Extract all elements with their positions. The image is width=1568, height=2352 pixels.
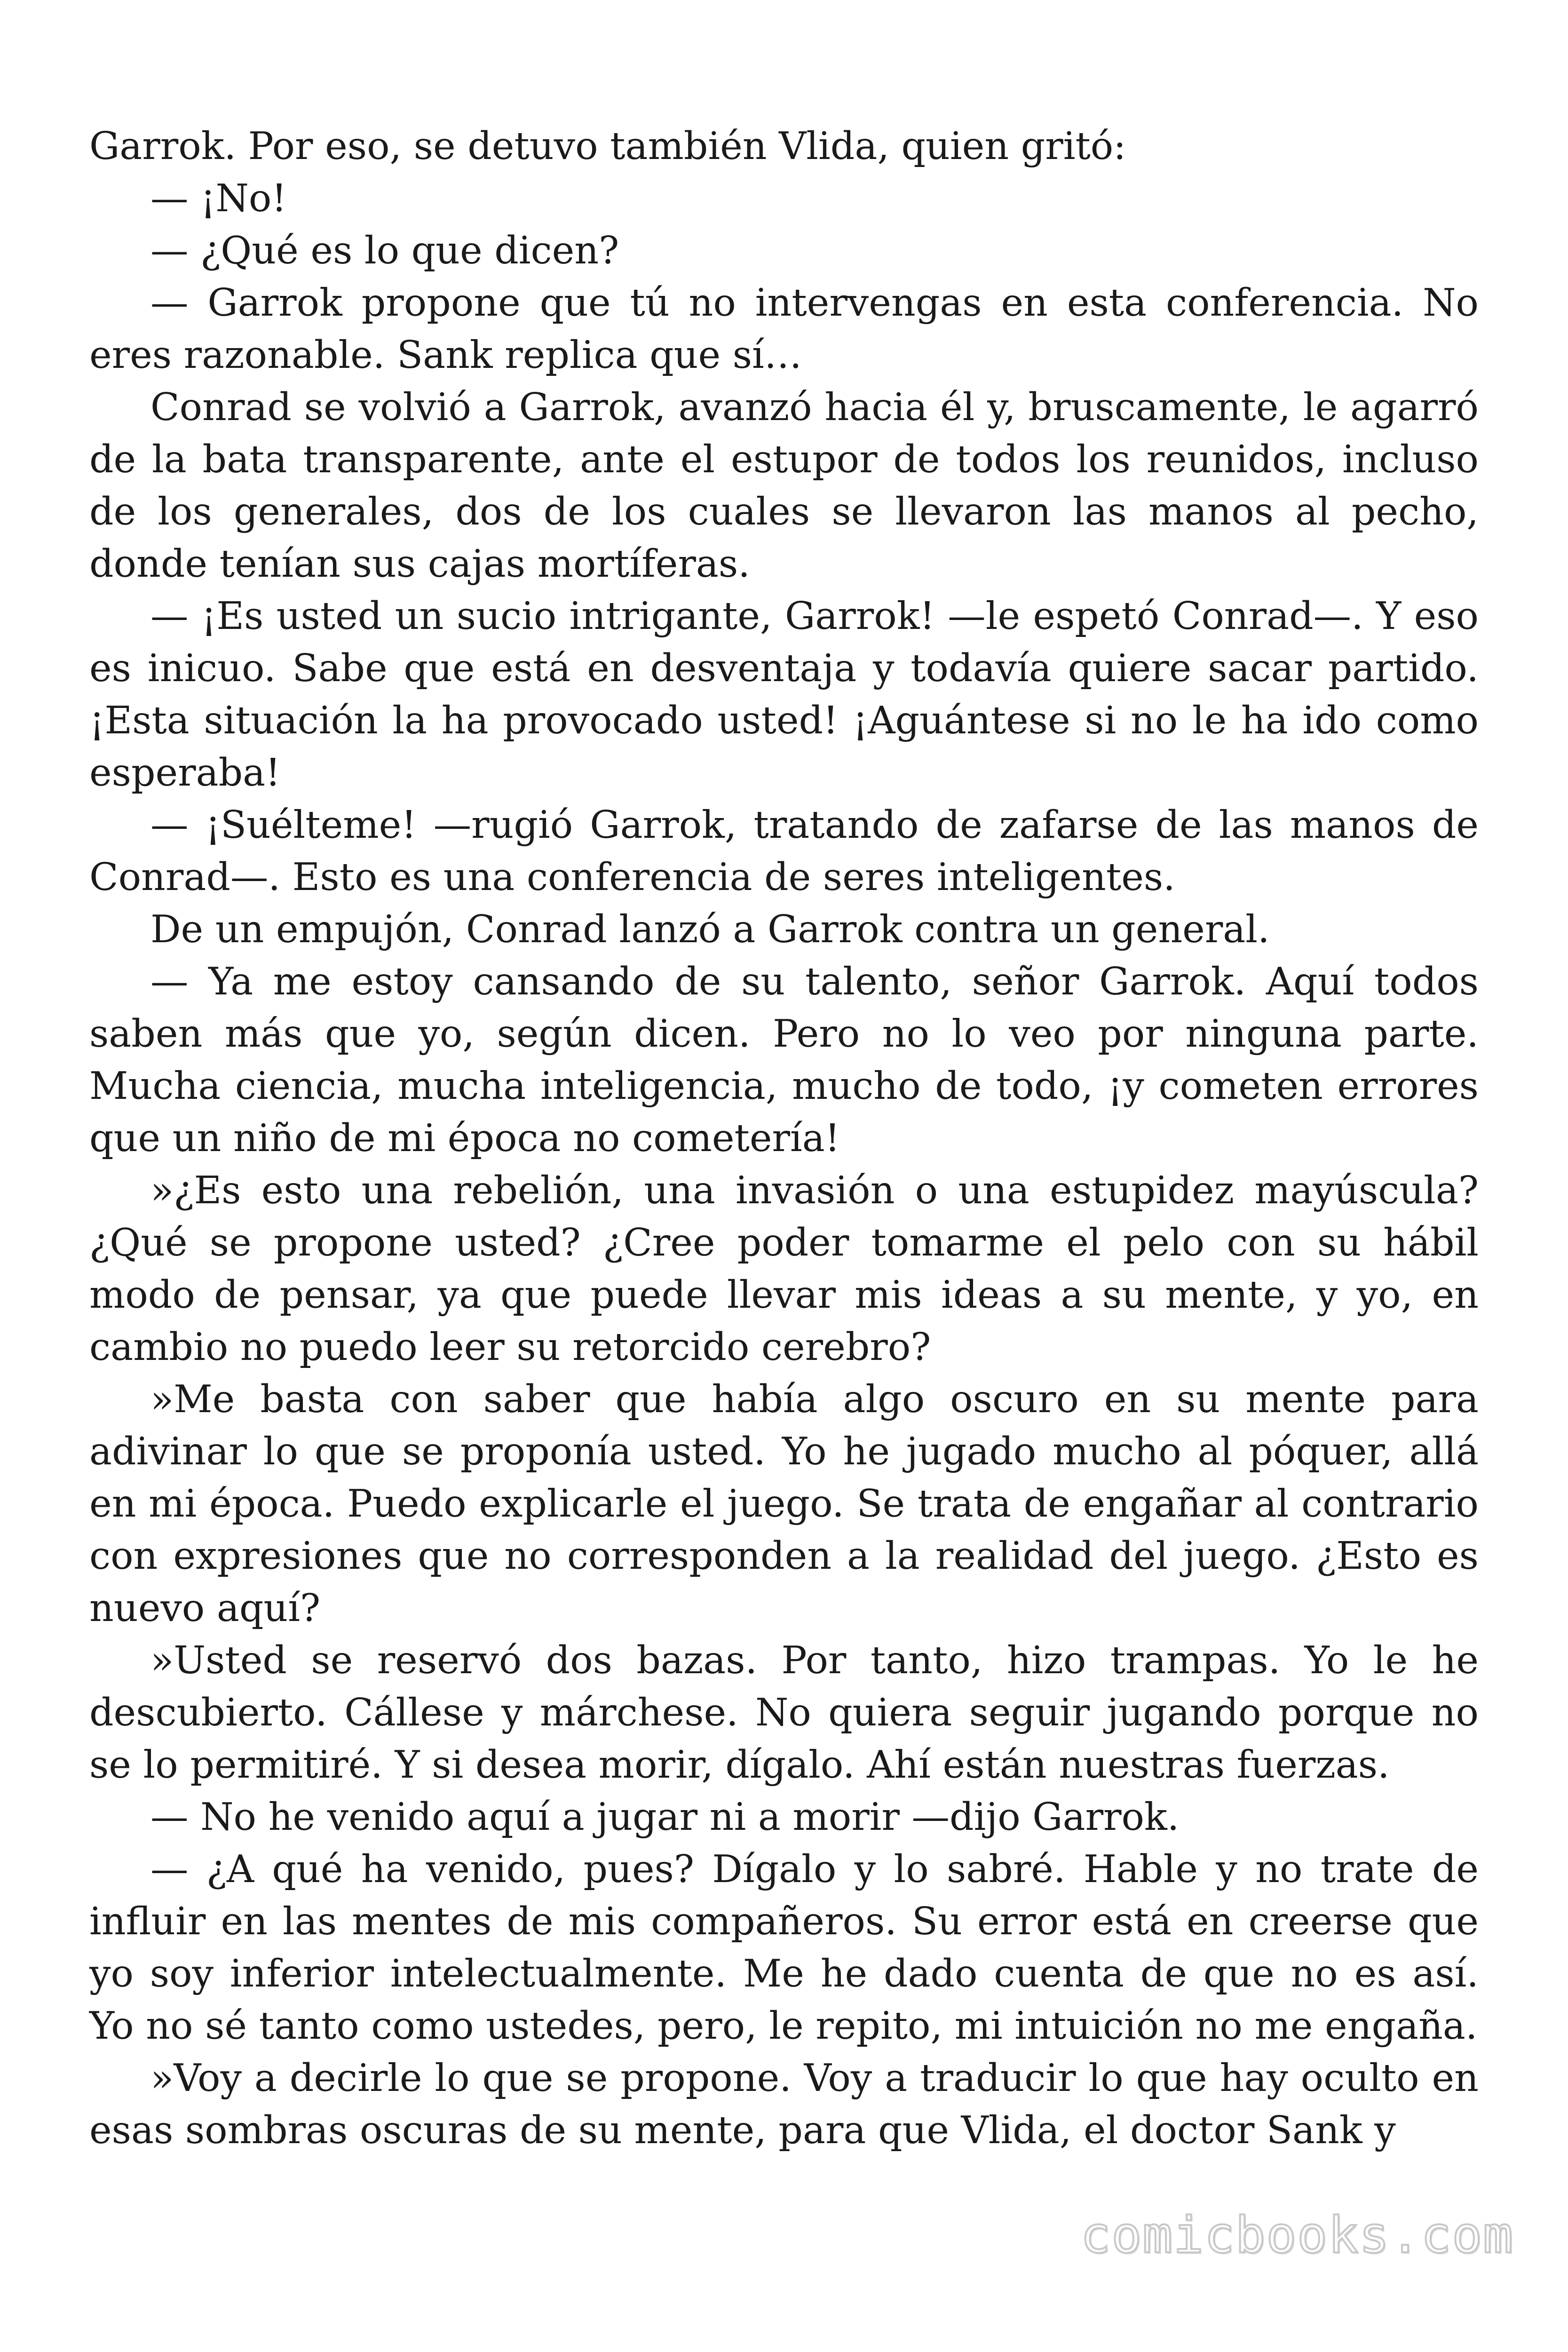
- paragraph-11: »Me basta con saber que había algo oscuro en su mente para adivinar lo que se proponía usted. Yo he jugado mucho al póquer, allá en mi época. Puedo explicarle el juego. Se trata de engañar al contrario con expresiones que no corresponden a la realidad del juego. ¿Esto es nuevo aquí?: [89, 1377, 1479, 1630]
- paragraph-12: »Usted se reservó dos bazas. Por tanto, hizo trampas. Yo le he descubierto. Cállese y márchese. No quiera seguir jugando porque no se lo permitiré. Y si desea morir, dígalo. Ahí están nuestras fuerzas.: [89, 1638, 1479, 1787]
- page-text: [89, 120, 1479, 2156]
- paragraph-7: — ¡Suélteme! —rugió Garrok, tratando de zafarse de las manos de Conrad—. Esto es una conferencia de seres inteligentes.: [89, 803, 1479, 899]
- paragraph-5: Conrad se volvió a Garrok, avanzó hacia él y, bruscamente, le agarró de la bata transparente, ante el estupor de todos los reunidos, incluso de los generales, dos de los cuales se llevaron las manos al pecho, donde tenían sus cajas mortíferas.: [89, 385, 1479, 586]
- paragraph-13: — No he venido aquí a jugar ni a morir —dijo Garrok.: [150, 1795, 1180, 1839]
- watermark: comicbooks.com: [1080, 2206, 1514, 2264]
- paragraph-6: — ¡Es usted un sucio intrigante, Garrok! —le espetó Conrad—. Y eso es inicuo. Sabe que está en desventaja y todavía quiere sacar partido. ¡Esta situación la ha provocado usted! ¡Aguántese si no le ha ido como esperaba!: [89, 594, 1479, 795]
- paragraph-9: — Ya me estoy cansando de su talento, señor Garrok. Aquí todos saben más que yo, según dicen. Pero no lo veo por ninguna parte. Mucha ciencia, mucha inteligencia, mucho de todo, ¡y cometen errores que un niño de mi época no cometería!: [89, 959, 1479, 1160]
- paragraph-8: De un empujón, Conrad lanzó a Garrok contra un general.: [150, 907, 1270, 951]
- paragraph-10: »¿Es esto una rebelión, una invasión o una estupidez mayúscula? ¿Qué se propone usted? ¿Cree poder tomarme el pelo con su hábil modo de pensar, ya que puede llevar mis ideas a su mente, y yo, en cambio no puedo leer su retorcido cerebro?: [89, 1168, 1479, 1369]
- paragraph-15: »Voy a decirle lo que se propone. Voy a traducir lo que hay oculto en esas sombras oscuras de su mente, para que Vlida, el doctor Sank y: [89, 2056, 1479, 2152]
- paragraph-2: — ¡No!: [150, 176, 287, 220]
- paragraph-1: Garrok. Por eso, se detuvo también Vlida, quien gritó:: [89, 124, 1126, 168]
- paragraph-14: — ¿A qué ha venido, pues? Dígalo y lo sabré. Hable y no trate de influir en las mentes de mis compañeros. Su error está en creerse que yo soy inferior intelectualmente. Me he dado cuenta de que no es así. Yo no sé tanto como ustedes, pero, le repito, mi intuición no me engaña.: [89, 1847, 1479, 2048]
- paragraph-3: — ¿Qué es lo que dicen?: [150, 228, 619, 272]
- paragraph-4: — Garrok propone que tú no intervengas en esta conferencia. No eres razonable. Sank replica que sí…: [89, 280, 1479, 377]
